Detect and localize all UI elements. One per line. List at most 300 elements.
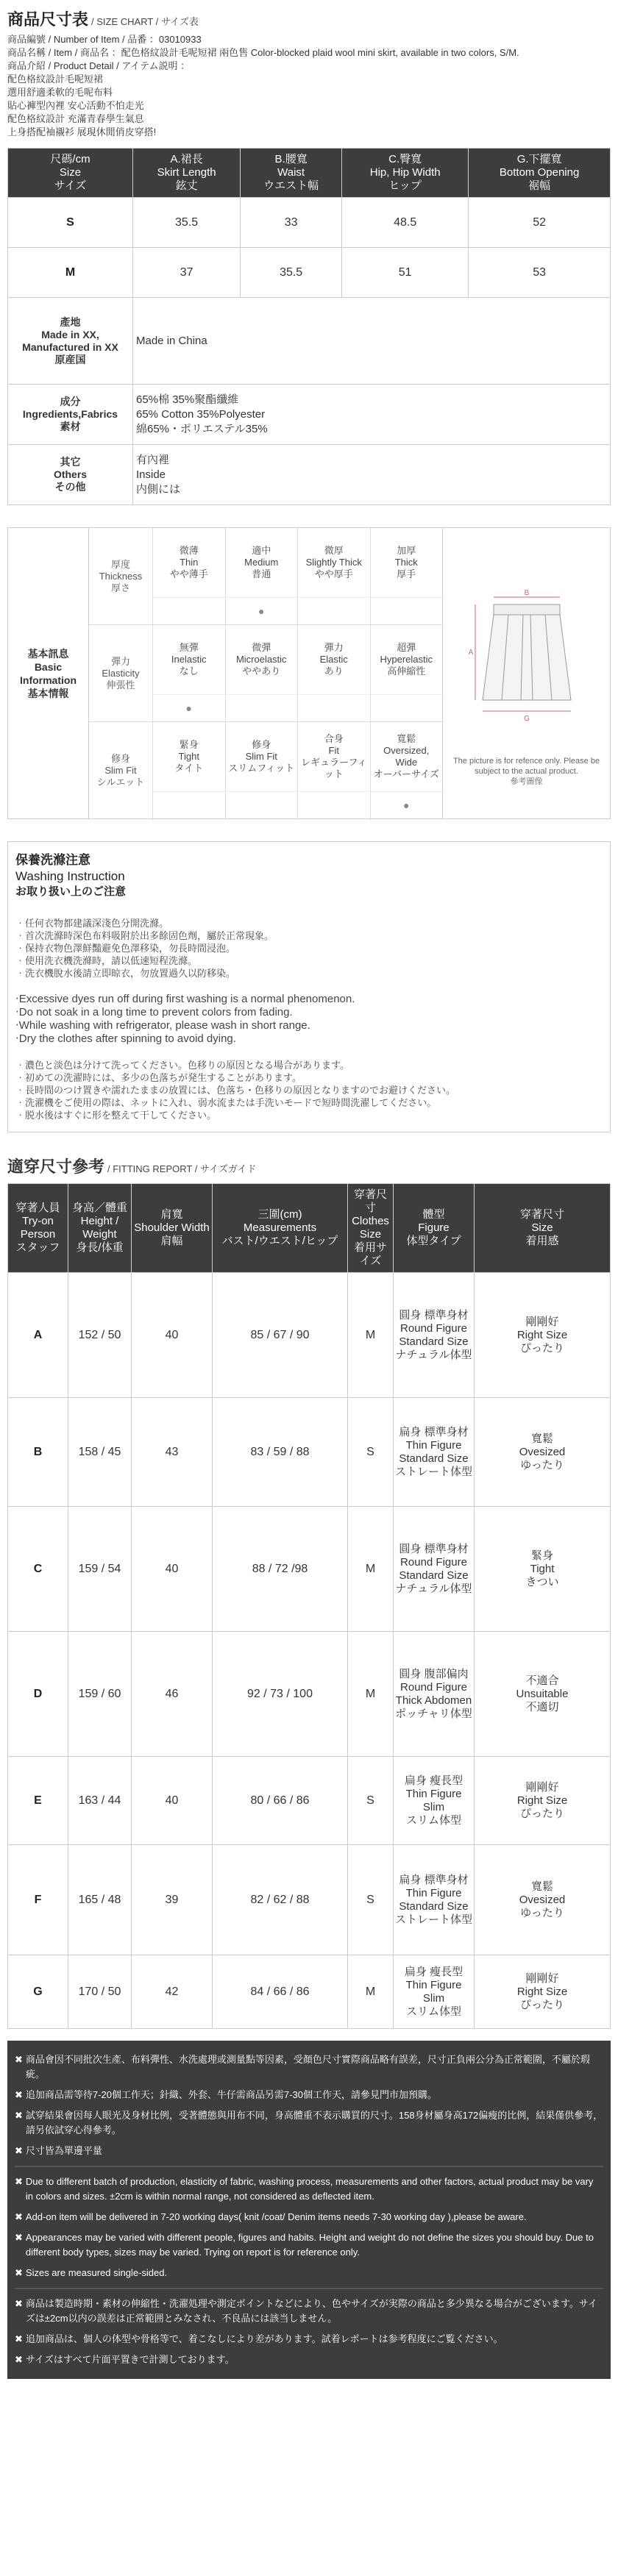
note-line (15, 2350, 603, 2370)
option-label-line: Thick (394, 557, 418, 568)
fitting-row (8, 1398, 611, 1507)
header-line: Clothes Size (352, 1215, 389, 1241)
option-label-line: 寬鬆 (397, 733, 416, 744)
fit-line: 寬鬆 (530, 1880, 553, 1893)
washing-line: ‧Excessive dyes run off during first washing is a normal phenomenon. (15, 993, 355, 1005)
header-line: バスト/ウエスト/ヒップ (221, 1235, 338, 1247)
size-value: 35.5 (241, 248, 342, 298)
option-label-line: 微厚 (324, 545, 344, 556)
figure-line: Thin Figure (405, 1787, 462, 1800)
shoulder-width: 42 (132, 1955, 213, 2029)
option-label-line: 修身 (252, 739, 271, 750)
washing-line: ‧Dry the clothes after spinning to avoid dying. (15, 1032, 236, 1045)
basic-info-option (370, 625, 443, 721)
notes-panel (7, 2041, 611, 2379)
material-row (8, 385, 611, 445)
note-bullet: ✖ (15, 2267, 23, 2278)
basic-info-option (297, 722, 370, 818)
origin-label: 產地 Made in XX, Manufactured in XX 原産国 (8, 298, 133, 385)
fit-result (475, 1632, 611, 1757)
fit-line: Tight (530, 1562, 555, 1575)
washing-instruction (7, 841, 611, 1132)
fitting-col-header (394, 1184, 475, 1273)
basic-info-row (89, 528, 442, 625)
fit-line: ぴったり (519, 1998, 564, 2011)
fitting-row (8, 1757, 611, 1845)
fitting-header (7, 1155, 611, 1177)
fit-line: 不適切 (525, 1700, 559, 1713)
basic-info-option (370, 528, 443, 624)
fit-line: Unsuitable (516, 1687, 569, 1700)
washing-zh (15, 917, 603, 980)
header-line: 體型 (422, 1208, 445, 1221)
material-label: 成分 Ingredients,Fabrics 素材 (8, 385, 133, 445)
fit-result (475, 1955, 611, 2029)
measurements: 82 / 62 / 88 (213, 1845, 348, 1955)
clothes-size: M (348, 1273, 394, 1398)
fit-line: Ovesized (519, 1893, 566, 1906)
option-label-line: 超彈 (397, 642, 416, 653)
shoulder-width: 40 (132, 1507, 213, 1632)
size-table-header (8, 149, 611, 198)
option-label-line: Microelastic (235, 654, 287, 665)
basic-info-grid (89, 528, 442, 818)
shoulder-width: 43 (132, 1398, 213, 1507)
header-line: Person (20, 1228, 56, 1241)
size-label: S (8, 198, 133, 248)
fit-line: きつい (525, 1575, 559, 1588)
height-weight: 152 / 50 (68, 1273, 132, 1398)
clothes-size: M (348, 1507, 394, 1632)
basic-info-row (89, 625, 442, 722)
figure-line: 扁身 瘦長型 (404, 1965, 464, 1978)
figure-line: 扁身 瘦長型 (404, 1774, 464, 1787)
product-detail-line: 選用舒適柔軟的毛呢布料 (7, 87, 113, 98)
size-chart-subtitle: / SIZE CHART / サイズ表 (91, 16, 199, 27)
fitting-col-header (68, 1184, 132, 1273)
option-label (371, 625, 443, 695)
note-line (15, 2207, 603, 2227)
empty-mark (226, 695, 298, 721)
figure-line: ストレート体型 (395, 1465, 473, 1478)
figure-line: ポッチャリ体型 (395, 1707, 472, 1720)
diagram-note: The picture is for refence only. Please be subject to the actual product. 參考圖像 (452, 756, 600, 786)
note-bullet: ✖ (15, 2176, 23, 2187)
note-text: 商品會因不同批次生產、布料彈性、水洗處理或測量點等因素，受顏色尺寸實際商品略有誤差，尺寸正負兩公分為正常範圍，不屬於瑕疵。 (25, 2054, 590, 2080)
note-text: 試穿結果會因每人眼光及身材比例，受著體態與用布不同，身高體重不表示購買的尺寸。158身材屬身高172偏瘦的比例，結果僅供參考，請另依試穿心得參考。 (25, 2110, 603, 2136)
option-label-line: タイト (174, 763, 204, 774)
empty-mark (298, 695, 370, 721)
fitting-title: 適穿尺寸參考 (7, 1157, 105, 1176)
figure-line: Round Figure (400, 1680, 467, 1694)
option-label-line: 彈力 (324, 642, 344, 653)
washing-line: ‧脱水後はすぐに形を整えて干してください。 (15, 1110, 217, 1121)
option-label-line: レギュラーフィット (301, 757, 367, 779)
person-name: C (8, 1507, 68, 1632)
clothes-size: S (348, 1757, 394, 1845)
size-row-s (8, 198, 611, 248)
figure-line: 扁身 標準身材 (399, 1425, 469, 1438)
header-line: Shoulder Width (134, 1221, 210, 1234)
height-weight: 158 / 45 (68, 1398, 132, 1507)
fit-line: 不適合 (525, 1674, 559, 1687)
note-line (15, 2049, 603, 2085)
figure-type (394, 1507, 475, 1632)
diagram-label-a: A (468, 648, 473, 657)
fitting-col-header (475, 1184, 611, 1273)
washing-line: ‧初めての洗濯時には、多少の色落ちが発生することがあります。 (15, 1072, 302, 1083)
empty-mark (226, 792, 298, 818)
figure-line: Slim (422, 1991, 445, 2005)
option-label-line: Hyperelastic (380, 654, 433, 665)
header-line: Size (531, 1221, 553, 1234)
washing-jp (15, 1059, 603, 1121)
option-label-line: Slim Fit (245, 751, 277, 762)
empty-mark (153, 598, 225, 624)
note-bullet: ✖ (15, 2089, 23, 2100)
note-group (15, 2045, 603, 2167)
option-label-line: オーバーサイズ (373, 768, 439, 779)
product-detail-line: 配色格紋設計 充滿青春學生氣息 (7, 113, 144, 124)
size-value: 37 (133, 248, 241, 298)
header-line: 身長/体重 (76, 1241, 124, 1254)
option-label-line: Medium (244, 557, 279, 568)
figure-line: Standard Size (399, 1452, 469, 1465)
figure-line: ナチュラル体型 (395, 1582, 472, 1595)
option-label-line: 緊身 (179, 739, 199, 750)
skirt-diagram-icon (453, 560, 600, 752)
fit-line: 剛剛好 (525, 1780, 559, 1794)
fit-line: 剛剛好 (525, 1972, 559, 1985)
product-detail-line: 配色格紋設計毛呢短裙 (7, 74, 104, 85)
clothes-size: S (348, 1398, 394, 1507)
figure-line: 圓身 腹部偏肉 (399, 1667, 469, 1680)
option-label-line: 高伸縮性 (387, 666, 426, 677)
figure-line: ストレート体型 (395, 1913, 473, 1926)
option-label (226, 722, 298, 792)
row-label-line: 彈力 (110, 655, 130, 667)
empty-mark (371, 695, 443, 721)
fit-result (475, 1273, 611, 1398)
option-label-line: 微薄 (179, 545, 199, 556)
row-label-line: 厚度 (110, 558, 130, 570)
washing-line: ‧Do not soak in a long time to prevent colors from fading. (15, 1006, 293, 1018)
others-value: 有內裡 Inside 内側には (133, 445, 611, 505)
header-line: Measurements (243, 1221, 317, 1234)
washing-line: ‧使用洗衣機洗滌時，請以低速短程洗滌。 (15, 955, 198, 966)
basic-info-options (152, 722, 442, 818)
note-line (15, 2172, 603, 2207)
option-label (153, 528, 225, 598)
option-label (371, 528, 443, 598)
washing-line: ‧任何衣物都建議深淺色分開洗滌。 (15, 918, 169, 929)
option-label-line: 加厚 (397, 545, 416, 556)
washing-line: ‧洗衣機脫水後請立即晾衣，勿放置過久以防移染。 (15, 968, 236, 979)
note-line (15, 2227, 603, 2263)
height-weight: 159 / 60 (68, 1632, 132, 1757)
fitting-col-header (8, 1184, 68, 1273)
hip-col-header: C.臀寬 Hip, Hip Width ヒップ (342, 149, 469, 198)
measurements: 88 / 72 /98 (213, 1507, 348, 1632)
figure-type (394, 1845, 475, 1955)
material-value: 65%棉 35%聚酯纖維 65% Cotton 35%Polyester 綿65%・ポリエステル35% (133, 385, 611, 445)
option-label-line: あり (324, 666, 344, 677)
basic-info-option (225, 528, 298, 624)
basic-info-row (89, 722, 442, 818)
washing-title-zh: 保養洗滌注意 (15, 853, 90, 867)
figure-line: Thick Abdomen (395, 1694, 472, 1707)
empty-mark (371, 598, 443, 624)
row-label-line: 修身 (110, 752, 130, 764)
note-line (15, 2294, 603, 2329)
basic-info-row-label (89, 625, 152, 721)
figure-line: 圓身 標準身材 (399, 1542, 469, 1555)
row-label-line: Slim Fit (104, 764, 137, 776)
header-line: 着用感 (525, 1235, 559, 1247)
figure-line: Standard Size (399, 1335, 469, 1348)
fit-line: Right Size (516, 1985, 568, 1998)
note-text: Sizes are measured single-sided. (25, 2267, 168, 2278)
fitting-row (8, 1507, 611, 1632)
note-bullet: ✖ (15, 2145, 23, 2156)
shoulder-width: 40 (132, 1757, 213, 1845)
measurements: 85 / 67 / 90 (213, 1273, 348, 1398)
note-text: 追加商品需等待7-20個工作天；針織、外套、牛仔需商品另需7-30個工作天，請參見門市加預購。 (25, 2089, 437, 2100)
header-line: Height / Weight (80, 1215, 119, 1241)
figure-line: 圓身 標準身材 (399, 1308, 469, 1321)
option-label-line: 微彈 (252, 642, 271, 653)
option-label-line: なし (179, 666, 199, 677)
empty-mark (153, 792, 225, 818)
note-text: Add-on item will be delivered in 7-20 working days( knit /coat/ Denim items needs 7-30 working day ),please be aware. (25, 2211, 527, 2222)
note-bullet: ✖ (15, 2232, 23, 2243)
washing-line: ‧保持衣物色澤鮮豔避免色澤移染，勿長時間浸泡。 (15, 943, 236, 954)
washing-en (15, 993, 603, 1046)
size-label: M (8, 248, 133, 298)
fitting-col-header (132, 1184, 213, 1273)
figure-line: Thin Figure (405, 1886, 462, 1899)
others-label: 其它 Others その他 (8, 445, 133, 505)
fit-result (475, 1845, 611, 1955)
basic-info-option (225, 625, 298, 721)
basic-info-label: 基本訊息 Basic Information 基本情報 (8, 528, 89, 818)
basic-info-option (152, 625, 225, 721)
note-line (15, 2263, 603, 2283)
figure-type (394, 1398, 475, 1507)
fitting-row (8, 1955, 611, 2029)
person-name: F (8, 1845, 68, 1955)
note-bullet: ✖ (15, 2333, 23, 2344)
note-bullet: ✖ (15, 2354, 23, 2365)
product-details (7, 33, 611, 139)
figure-line: Thin Figure (405, 1978, 462, 1991)
row-label-line: 伸張性 (106, 679, 135, 691)
option-label-line: Oversized, Wide (383, 745, 430, 768)
option-label-line: Fit (328, 745, 339, 756)
product-number: 商品編號 / Number of Item / 品番 ：03010933 (7, 34, 202, 45)
figure-type (394, 1632, 475, 1757)
origin-row (8, 298, 611, 385)
others-row (8, 445, 611, 505)
person-name: D (8, 1632, 68, 1757)
option-label-line: 厚手 (397, 568, 416, 579)
note-text: 尺寸皆為單邊平量 (25, 2145, 102, 2156)
note-group (15, 2167, 603, 2289)
person-name: E (8, 1757, 68, 1845)
washing-line: ‧While washing with refrigerator, please wash in short range. (15, 1019, 310, 1032)
figure-line: Thin Figure (405, 1438, 462, 1452)
size-value: 33 (241, 198, 342, 248)
size-row-m (8, 248, 611, 298)
bottom-opening-col-header: G.下擺寬 Bottom Opening 裾幅 (469, 149, 611, 198)
row-label-line: シルエット (96, 776, 145, 788)
washing-line: ‧長時間のつけ置きや濡れたままの放置には、色落ち・色移りの原因となりますのでお避けください。 (15, 1085, 456, 1096)
washing-line: ‧濃色と淡色は分けて洗ってください。色移りの原因となる場合があります。 (15, 1060, 349, 1071)
basic-info-option (370, 722, 443, 818)
diagram-label-b: B (524, 588, 529, 597)
figure-line: Round Figure (400, 1321, 467, 1335)
option-label-line: Slightly Thick (305, 557, 362, 568)
option-label-line: スリムフィット (228, 763, 295, 774)
measurements: 84 / 66 / 86 (213, 1955, 348, 2029)
figure-line: ナチュラル体型 (395, 1348, 472, 1361)
basic-info-option (152, 722, 225, 818)
option-label (298, 625, 370, 695)
washing-title-jp: お取り扱い上のご注意 (15, 885, 127, 898)
figure-type (394, 1757, 475, 1845)
basic-info-option (297, 528, 370, 624)
fitting-table-header (8, 1184, 611, 1273)
washing-line: ‧首次洗滌時深色布料吸附於出多餘固色劑，屬於正常現象。 (15, 930, 274, 941)
basic-info-options (152, 528, 442, 624)
note-bullet: ✖ (15, 2298, 23, 2309)
product-detail-label: 商品介紹 / Product Detail / アイテム説明 ： (7, 60, 191, 71)
fit-line: Ovesized (519, 1445, 566, 1458)
option-label (298, 528, 370, 598)
note-text: サイズはすべて片面平置きで計測しております。 (25, 2354, 235, 2365)
figure-line: Standard Size (399, 1569, 469, 1582)
note-bullet: ✖ (15, 2110, 23, 2121)
fitting-row (8, 1632, 611, 1757)
clothes-size: M (348, 1955, 394, 2029)
option-label-line: やや薄手 (169, 568, 208, 579)
height-weight: 170 / 50 (68, 1955, 132, 2029)
empty-mark (298, 598, 370, 624)
fitting-subtitle: / FITTING REPORT / サイズガイド (107, 1163, 257, 1174)
clothes-size: M (348, 1632, 394, 1757)
person-name: G (8, 1955, 68, 2029)
fit-line: 緊身 (530, 1549, 553, 1562)
fit-line: Right Size (516, 1328, 568, 1341)
size-value: 53 (469, 248, 611, 298)
row-label-line: 厚さ (110, 582, 130, 593)
option-label (226, 528, 298, 598)
size-chart-title-row (7, 7, 611, 30)
person-name: B (8, 1398, 68, 1507)
fit-line: ゆったり (520, 1458, 564, 1471)
option-label-line: Thin (180, 557, 199, 568)
measurements: 92 / 73 / 100 (213, 1632, 348, 1757)
basic-info-options (152, 625, 442, 721)
option-label (298, 722, 370, 792)
note-text: Due to different batch of production, elasticity of fabric, washing process, measurements and other factors, actual product may be vary in colors and sizes. ±2cm is within normal range, not considered as deflected item. (25, 2176, 594, 2202)
height-weight: 159 / 54 (68, 1507, 132, 1632)
basic-info-option (152, 528, 225, 624)
person-name: A (8, 1273, 68, 1398)
size-chart-header (0, 0, 618, 139)
waist-col-header: B.腰寬 Waist ウエスト幅 (241, 149, 342, 198)
option-label (226, 625, 298, 695)
fitting-col-header (348, 1184, 394, 1273)
empty-mark (298, 792, 370, 818)
washing-title-en: Washing Instruction (15, 869, 125, 883)
option-label-line: 適中 (252, 545, 271, 556)
note-bullet: ✖ (15, 2211, 23, 2222)
basic-info-option (225, 722, 298, 818)
height-weight: 163 / 44 (68, 1757, 132, 1845)
size-chart-title: 商品尺寸表 (7, 10, 89, 29)
basic-info-panel (7, 527, 611, 819)
option-label-line: 無彈 (179, 642, 199, 653)
product-name: 商品名稱 / Item / 商品名 ：配色格紋設計毛呢短裙 兩色售 Color-blocked plaid wool mini skirt, available in two colors, S/M. (7, 47, 519, 58)
fit-result (475, 1507, 611, 1632)
figure-type (394, 1273, 475, 1398)
fitting-row (8, 1273, 611, 1398)
fitting-table (7, 1183, 611, 2029)
fit-line: 寬鬆 (530, 1432, 553, 1445)
product-detail-line: 貼心褲型內裡 安心活動不怕走光 (7, 100, 144, 111)
note-text: 商品は製造時期・素材の伸縮性・洗濯処理や測定ポイントなどにより、色やサイズが実際の商品と多少異なる場合がございます。サイズは±2cm以内の誤差は正常範囲とみなされ、不良品には該当しません。 (25, 2298, 597, 2324)
fit-line: ゆったり (520, 1906, 564, 1919)
skirt-diagram (442, 528, 610, 818)
note-line (15, 2141, 603, 2161)
note-group (15, 2289, 603, 2375)
product-detail-line: 上身搭配袖襯衫 展現休閒俏皮穿搭! (7, 126, 157, 138)
figure-line: Standard Size (399, 1899, 469, 1913)
option-label-line: 普通 (252, 568, 271, 579)
figure-type (394, 1955, 475, 2029)
skirt-length-col-header: A.裙長 Skirt Length 鉉丈 (133, 149, 241, 198)
basic-info-row-label (89, 722, 152, 818)
size-value: 48.5 (342, 198, 469, 248)
header-line: 穿著尺寸 (519, 1208, 564, 1221)
figure-line: Round Figure (400, 1555, 467, 1569)
note-line (15, 2329, 603, 2350)
fitting-row (8, 1845, 611, 1955)
measurements: 83 / 59 / 88 (213, 1398, 348, 1507)
note-bullet: ✖ (15, 2054, 23, 2065)
option-label (153, 722, 225, 792)
selected-mark: ● (185, 702, 192, 714)
fit-line: Right Size (516, 1794, 568, 1807)
option-label-line: 合身 (324, 733, 344, 744)
header-line: 体型タイプ (406, 1235, 461, 1247)
header-line: Try-on (22, 1215, 54, 1227)
row-label-line: Thickness (99, 570, 143, 582)
shoulder-width: 46 (132, 1632, 213, 1757)
basic-info-row-label (89, 528, 152, 624)
option-label-line: ややあり (242, 666, 281, 677)
note-text: 追加商品は、個人の体型や骨格等で、着こなしにより差があります。試着レポートは参考程度にご覧ください。 (25, 2333, 503, 2344)
size-table (7, 148, 611, 505)
fit-result (475, 1757, 611, 1845)
note-text: Appearances may be varied with different people, figures and habits. Height and weight do not define the sizes you should buy. Due to different body types, sizes may be varied. Trying on report is for reference only. (25, 2232, 594, 2258)
note-line (15, 2105, 603, 2141)
header-line: スタッフ (15, 1241, 60, 1254)
washing-line: ‧洗濯機をご使用の際は、ネットに入れ、弱水流または手洗いモードで短時間洗濯してください。 (15, 1097, 437, 1108)
figure-line: スリム体型 (405, 1813, 461, 1827)
basic-info-option (297, 625, 370, 721)
